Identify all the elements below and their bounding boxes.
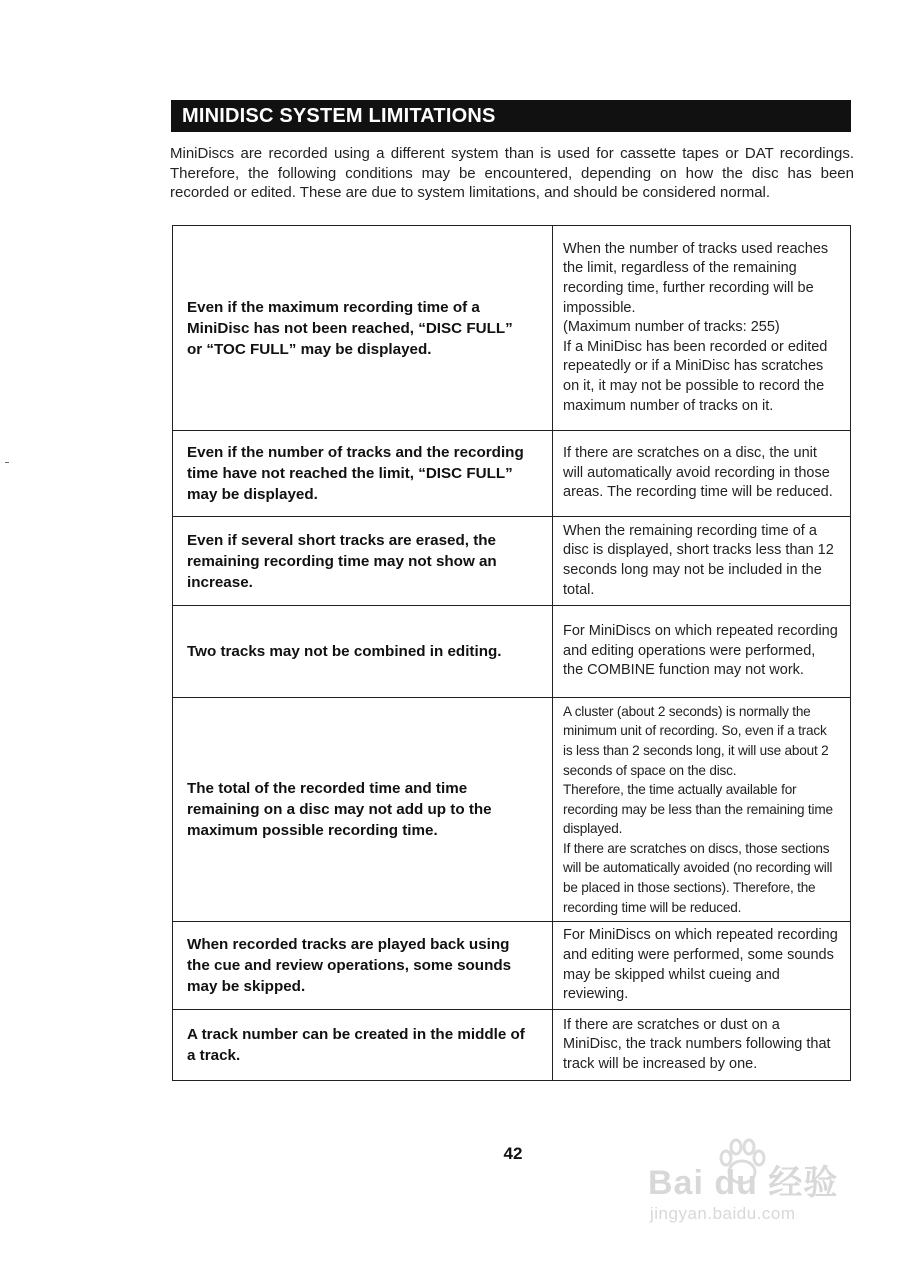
intro-paragraph: MiniDiscs are recorded using a different system than is used for cassette tapes or DAT recordings. Therefore, the following conditions may be encountered, depending on how the disc has been recorded or edited. These are due to system limitations, and should be considered normal. <box>170 145 854 201</box>
explanation-text: If there are scratches on discs, those sections will be automatically avoided (no recording will be placed in those sections). Therefore, the recording time will be reduced. <box>563 840 833 915</box>
explanation-text: For MiniDiscs on which repeated recording and editing operations were performed, the COMBINE function may not work. <box>563 623 838 679</box>
condition-cell: Even if several short tracks are erased, the remaining recording time may not show an increase. <box>173 517 553 606</box>
section-title: MINIDISC SYSTEM LIMITATIONS <box>171 100 851 132</box>
margin-mark <box>5 462 9 463</box>
condition-cell: A track number can be created in the middle of a track. <box>173 1010 553 1081</box>
explanation-text: (Maximum number of tracks: 255) <box>563 319 780 336</box>
explanation-text: For MiniDiscs on which repeated recording and editing were performed, some sounds may be skipped whilst cueing and reviewing. <box>563 927 838 1003</box>
table-row <box>173 606 851 698</box>
explanation-text: If there are scratches or dust on a MiniDisc, the track numbers following that track will be increased by one. <box>563 1016 831 1072</box>
explanation-cell <box>553 517 851 606</box>
explanation-text: If there are scratches on a disc, the unit will automatically avoid recording in those areas. The recording time will be reduced. <box>563 445 833 501</box>
table-row <box>173 922 851 1010</box>
explanation-text: When the remaining recording time of a disc is displayed, short tracks less than 12 seconds long may not be included in the total. <box>563 522 834 598</box>
condition-cell: Two tracks may not be combined in editing. <box>173 606 553 698</box>
table-row <box>173 226 851 431</box>
condition-cell: The total of the recorded time and time remaining on a disc may not add up to the maximum possible recording time. <box>173 698 553 922</box>
explanation-cell <box>553 226 851 431</box>
watermark-url: jingyan.baidu.com <box>650 1204 796 1223</box>
condition-cell: Even if the maximum recording time of a MiniDisc has not been reached, “DISC FULL” or “TOC FULL” may be displayed. <box>173 226 553 431</box>
table-row <box>173 517 851 606</box>
explanation-cell <box>553 698 851 922</box>
explanation-cell <box>553 431 851 517</box>
page-number: 42 <box>503 1144 523 1163</box>
watermark-logo: Bai du 经验 <box>648 1164 839 1202</box>
limitations-table <box>172 225 851 1081</box>
table-row <box>173 431 851 517</box>
explanation-text: When the number of tracks used reaches the limit, regardless of the remaining recording time, further recording will be impossible. <box>563 240 829 316</box>
explanation-cell <box>553 1010 851 1081</box>
table-row <box>173 1010 851 1081</box>
explanation-text: Therefore, the time actually available for recording may be less than the remaining time displayed. <box>563 782 833 837</box>
condition-cell: Even if the number of tracks and the recording time have not reached the limit, “DISC FULL” may be displayed. <box>173 431 553 517</box>
table-row <box>173 698 851 922</box>
explanation-text: A cluster (about 2 seconds) is normally the minimum unit of recording. So, even if a track is less than 2 seconds long, it will use about 2 seconds of space on the disc. <box>563 703 829 778</box>
explanation-text: If a MiniDisc has been recorded or edited repeatedly or if a MiniDisc has scratches on it, it may not be possible to record the maximum number of tracks on it. <box>563 338 828 414</box>
explanation-cell <box>553 606 851 698</box>
condition-cell: When recorded tracks are played back using the cue and review operations, some sounds may be skipped. <box>173 922 553 1010</box>
explanation-cell <box>553 922 851 1010</box>
